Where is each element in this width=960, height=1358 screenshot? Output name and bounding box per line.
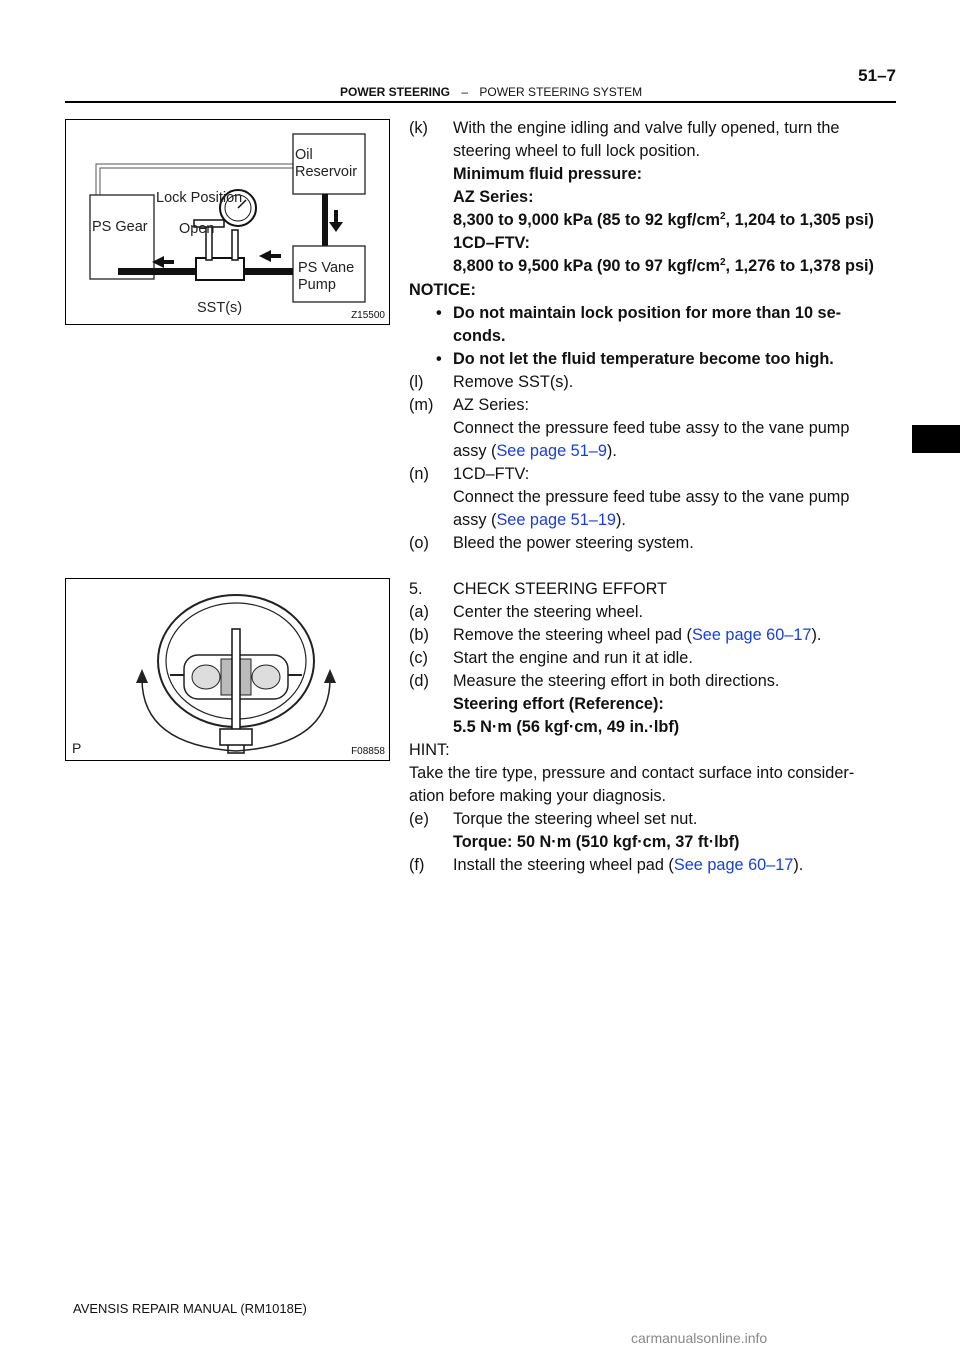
step-b-marker: (b) xyxy=(409,626,429,644)
see-page-link[interactable]: See page 60–17 xyxy=(691,626,812,644)
label-sst: SST(s) xyxy=(197,300,243,316)
figure-code: Z15500 xyxy=(351,310,385,321)
step-c-marker: (c) xyxy=(409,649,428,667)
az-value-b: , 1,204 to 1,305 psi) xyxy=(725,211,874,229)
watermark: carmanualsonline.info xyxy=(631,1330,768,1346)
figure-pressure-test xyxy=(65,119,390,325)
step-e-text: Torque the steering wheel set nut. xyxy=(453,810,698,828)
step-n-line2-b: ). xyxy=(615,511,626,529)
step-n-line2-a: assy ( xyxy=(453,511,497,529)
notice-item1-line2: conds. xyxy=(453,327,506,345)
label-ps-gear: PS Gear xyxy=(92,219,148,235)
spec-cd-value xyxy=(453,255,874,278)
cd-value-a: 8,800 to 9,500 kPa (90 to 97 kgf/cm xyxy=(453,257,720,275)
step-m-line2-b: ). xyxy=(606,442,617,460)
page-number: 51–7 xyxy=(858,66,896,85)
label-ps-vane-line2: Pump xyxy=(298,277,336,293)
torque-spec: Torque: 50 N·m (510 kgf·cm, 37 ft·lbf) xyxy=(453,833,740,851)
step-l-text: Remove SST(s). xyxy=(453,373,574,391)
step-f-text-a: Install the steering wheel pad ( xyxy=(453,856,674,874)
step-k-line1: With the engine idling and valve fully opened, turn the xyxy=(453,119,840,137)
spec-az-label: AZ Series: xyxy=(453,188,534,206)
header-dash: – xyxy=(461,85,469,99)
steering-wheel-diagram xyxy=(66,579,391,762)
footer-manual-id: AVENSIS REPAIR MANUAL (RM1018E) xyxy=(73,1301,307,1316)
see-page-link[interactable]: See page 51–19 xyxy=(496,511,616,529)
step-c-text: Start the engine and run it at idle. xyxy=(453,649,693,667)
notice-item2: Do not let the fluid temperature become too high. xyxy=(453,350,834,368)
label-lock-position: Lock Position xyxy=(156,190,243,206)
step-l-marker: (l) xyxy=(409,373,424,391)
step-m-label: AZ Series: xyxy=(453,396,530,414)
step-n-marker: (n) xyxy=(409,465,429,483)
spec-cd-label: 1CD–FTV: xyxy=(453,234,530,252)
step-o-marker: (o) xyxy=(409,534,429,552)
step-n-line1: Connect the pressure feed tube assy to the vane pump xyxy=(453,488,850,506)
notice-title: NOTICE: xyxy=(409,281,476,299)
step-k-marker: (k) xyxy=(409,119,428,137)
section-title: POWER STEERING xyxy=(340,85,451,99)
step-f-marker: (f) xyxy=(409,856,425,874)
figure-corner-mark: P xyxy=(72,740,82,756)
section-subtitle: POWER STEERING SYSTEM xyxy=(479,85,643,99)
notice-bullet-2: • xyxy=(436,350,442,368)
step-o-text: Bleed the power steering system. xyxy=(453,534,694,552)
steering-effort-title: Steering effort (Reference): xyxy=(453,695,664,713)
spec-az-value xyxy=(453,209,874,232)
hint-title: HINT: xyxy=(409,741,450,759)
label-oil-reservoir-line1: Oil xyxy=(295,147,313,163)
spec-title: Minimum fluid pressure: xyxy=(453,165,643,183)
header-rule xyxy=(65,101,896,103)
step-n-line2 xyxy=(453,509,626,532)
see-page-link[interactable]: See page 51–9 xyxy=(496,442,607,460)
figure-code: F08858 xyxy=(351,746,385,757)
step-m-line2 xyxy=(453,440,617,463)
figure-steering-wheel xyxy=(65,578,390,761)
section-header xyxy=(340,85,642,99)
az-value-sup: 2 xyxy=(719,211,726,222)
step-b-text xyxy=(453,624,821,647)
notice-bullet-1: • xyxy=(436,304,442,322)
chapter-tab-marker xyxy=(912,425,960,453)
step-b-text-a: Remove the steering wheel pad ( xyxy=(453,626,692,644)
step-d-text: Measure the steering effort in both directions. xyxy=(453,672,780,690)
step-a-text: Center the steering wheel. xyxy=(453,603,644,621)
cd-value-b: , 1,276 to 1,378 psi) xyxy=(725,257,874,275)
step-m-marker: (m) xyxy=(409,396,434,414)
label-ps-vane-pump xyxy=(298,260,354,294)
cd-value-sup: 2 xyxy=(719,257,726,268)
label-oil-reservoir-line2: Reservoir xyxy=(295,164,358,180)
step-d-marker: (d) xyxy=(409,672,429,690)
step-k-line2: steering wheel to full lock position. xyxy=(453,142,701,160)
step-n-label: 1CD–FTV: xyxy=(453,465,530,483)
step-f-text-b: ). xyxy=(793,856,804,874)
notice-item1-line1: Do not maintain lock position for more than 10 se- xyxy=(453,304,842,322)
label-open: Open xyxy=(179,221,215,237)
step-a-marker: (a) xyxy=(409,603,429,621)
label-oil-reservoir xyxy=(295,147,357,181)
step-m-line2-a: assy ( xyxy=(453,442,497,460)
step-e-marker: (e) xyxy=(409,810,429,828)
section-5-title: CHECK STEERING EFFORT xyxy=(453,580,668,598)
label-ps-vane-line1: PS Vane xyxy=(298,260,355,276)
hint-line2: ation before making your diagnosis. xyxy=(409,787,667,805)
steering-effort-value: 5.5 N·m (56 kgf·cm, 49 in.·lbf) xyxy=(453,718,680,736)
step-b-text-b: ). xyxy=(811,626,822,644)
step-f-text xyxy=(453,854,803,877)
step-m-line1: Connect the pressure feed tube assy to the vane pump xyxy=(453,419,850,437)
az-value-a: 8,300 to 9,000 kPa (85 to 92 kgf/cm xyxy=(453,211,720,229)
section-5-number: 5. xyxy=(409,580,423,598)
hint-line1: Take the tire type, pressure and contact surface into consider- xyxy=(409,764,855,782)
see-page-link[interactable]: See page 60–17 xyxy=(673,856,794,874)
